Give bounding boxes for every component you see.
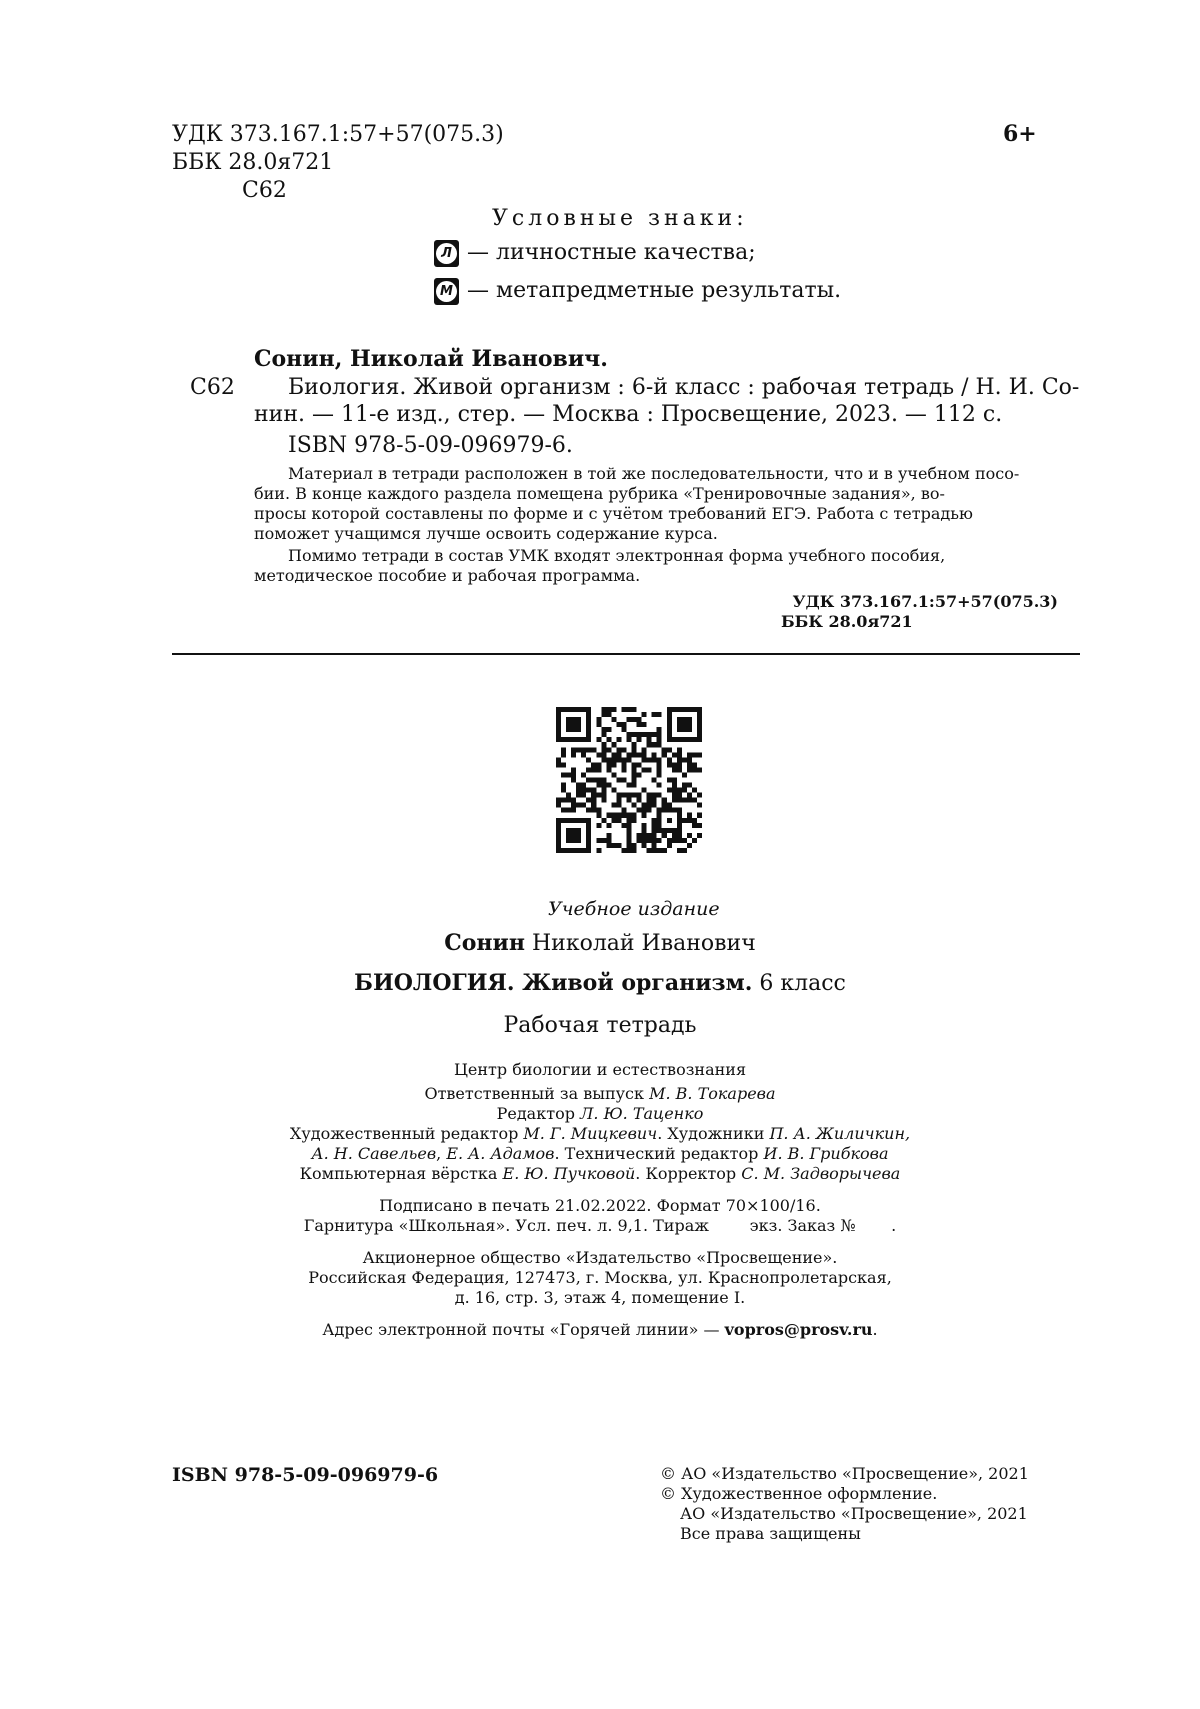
colophon-art-line: Художественный редактор М. Г. Мицкевич. Художники П. А. Жиличкин,	[289, 1124, 911, 1143]
colophon-editor: Редактор Л. Ю. Таценко	[496, 1104, 704, 1123]
colophon-author: Сонин Николай Иванович	[444, 930, 756, 956]
age-rating: 6+	[1003, 121, 1037, 147]
colophon-center: Центр биологии и естествознания	[453, 1060, 747, 1079]
legend-item-meta: М — метапредметные результаты.	[434, 277, 841, 305]
copyright-1: © АО «Издательство «Просвещение», 2021	[660, 1464, 1029, 1483]
colophon-signed: Подписано в печать 21.02.2022. Формат 70×100/16.	[379, 1196, 821, 1215]
copyright-4: Все права защищены	[680, 1524, 861, 1543]
abstract-line-3: просы которой составлены по форме и с учётом требований ЕГЭ. Работа с тетрадью	[254, 504, 973, 523]
biblio-line-2: нин. — 11-е изд., стер. — Москва : Просвещение, 2023. — 112 с.	[254, 402, 1003, 427]
colophon-tech-line: А. Н. Савельев, Е. А. Адамов. Технический редактор И. В. Грибкова	[311, 1144, 889, 1163]
footer-isbn: ISBN 978-5-09-096979-6	[172, 1464, 439, 1486]
publisher-line-1: Акционерное общество «Издательство «Просвещение».	[362, 1248, 838, 1267]
bbk-line: ББК 28.0я721	[172, 150, 334, 175]
publisher-line-3: д. 16, стр. 3, этаж 4, помещение I.	[454, 1288, 746, 1307]
copyright-3: АО «Издательство «Просвещение», 2021	[680, 1504, 1028, 1523]
divider	[172, 653, 1080, 655]
abstract-line-1: Материал в тетради расположен в той же последовательности, что и в учебном посо-	[288, 464, 1020, 483]
publisher-line-2: Российская Федерация, 127473, г. Москва, ул. Краснопролетарская,	[308, 1268, 892, 1287]
colophon-title: БИОЛОГИЯ. Живой организм. 6 класс	[354, 970, 846, 996]
biblio-bbk: ББК 28.0я721	[781, 612, 913, 631]
biblio-line-1: Биология. Живой организм : 6-й класс : рабочая тетрадь / Н. И. Со-	[288, 375, 1080, 400]
personal-badge-icon: Л	[434, 240, 459, 267]
abstract-line-2: бии. В конце каждого раздела помещена рубрика «Тренировочные задания», во-	[254, 484, 945, 503]
colophon-typeface: Гарнитура «Школьная». Усл. печ. л. 9,1. Тираж экз. Заказ № .	[303, 1216, 897, 1235]
hotline-email: Адрес электронной почты «Горячей линии» — vopros@prosv.ru.	[322, 1320, 878, 1339]
biblio-author: Сонин, Николай Иванович.	[254, 346, 608, 372]
abstract-line-6: методическое пособие и рабочая программа.	[254, 566, 641, 585]
edition-type: Учебное издание	[548, 898, 720, 920]
meta-badge-icon: М	[434, 278, 459, 305]
legend-item-personal: Л — личностные качества;	[434, 239, 756, 267]
biblio-udk: УДК 373.167.1:57+57(075.3)	[792, 592, 1058, 611]
abstract-line-5: Помимо тетради в состав УМК входят электронная форма учебного пособия,	[288, 546, 946, 565]
catalog-code: С62	[242, 178, 287, 203]
colophon-subtitle: Рабочая тетрадь	[503, 1013, 697, 1038]
biblio-code: С62	[190, 375, 235, 400]
colophon-responsible: Ответственный за выпуск М. В. Токарева	[424, 1084, 776, 1103]
copyright-2: © Художественное оформление.	[660, 1484, 938, 1503]
legend-title: Условные знаки:	[492, 206, 748, 231]
abstract-line-4: поможет учащимся лучше освоить содержание курса.	[254, 524, 718, 543]
qr-code	[556, 707, 702, 853]
email-link[interactable]: vopros@prosv.ru	[724, 1320, 873, 1339]
udk-line: УДК 373.167.1:57+57(075.3)	[172, 122, 504, 147]
colophon-layout-line: Компьютерная вёрстка Е. Ю. Пучковой. Корректор С. М. Задворычева	[299, 1164, 901, 1183]
biblio-isbn: ISBN 978-5-09-096979-6.	[288, 433, 573, 458]
